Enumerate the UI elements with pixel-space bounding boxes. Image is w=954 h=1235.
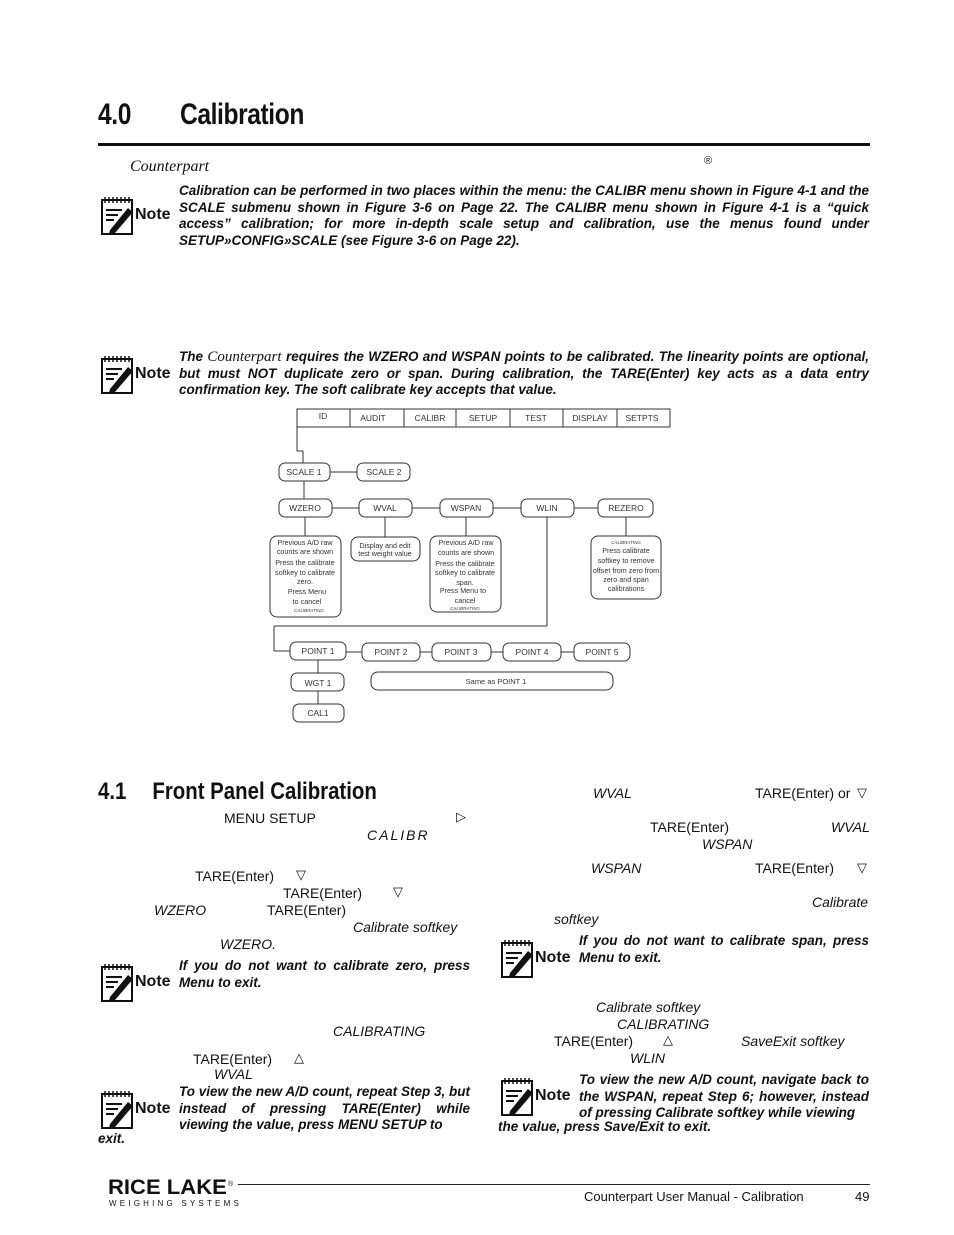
menu-audit: AUDIT bbox=[360, 413, 386, 423]
chapter-number: 4.0 bbox=[98, 98, 131, 131]
note-5-icon-wrap bbox=[500, 939, 574, 984]
left-wval: WVAL bbox=[214, 1066, 253, 1082]
note-1-label: Note bbox=[135, 206, 171, 223]
desc-wzero-line: softkey to calibrate bbox=[275, 568, 335, 577]
section-title: Front Panel Calibration bbox=[152, 778, 377, 805]
menu-calibr: CALIBR bbox=[414, 413, 446, 423]
right-calibrate-softkey: Calibrate softkey bbox=[596, 999, 701, 1015]
same-as-point-1: Same as POINT 1 bbox=[465, 677, 527, 686]
desc-wzero-line: Press Menu bbox=[287, 587, 327, 596]
right-tare-1: TARE(Enter) bbox=[755, 785, 835, 801]
desc-rezero-line: calibrations bbox=[607, 584, 645, 593]
param-wlin: WLIN bbox=[536, 503, 558, 513]
footer-page-number: 49 bbox=[855, 1189, 870, 1204]
note-5-text: If you do not want to calibrate span, press Menu to exit. bbox=[579, 933, 869, 965]
note-4-icon-wrap bbox=[100, 1090, 174, 1135]
intro-product: Counterpart bbox=[130, 158, 210, 175]
point-5: POINT 5 bbox=[585, 647, 619, 657]
right-calibrate: Calibrate bbox=[812, 894, 869, 910]
desc-wspan-line: cancel bbox=[454, 596, 476, 605]
menu-id: ID bbox=[318, 411, 328, 421]
desc-wzero-line: zero. bbox=[297, 577, 313, 586]
desc-wzero-calibrating: CALIBRATING bbox=[294, 608, 324, 613]
chapter-title: Calibration bbox=[180, 98, 304, 131]
triangle-up-icon: △ bbox=[663, 1032, 673, 1047]
menu-test: TEST bbox=[525, 413, 547, 423]
rice-lake-logo: RICE LAKE bbox=[108, 1176, 227, 1199]
desc-wzero-line: Press the calibrate bbox=[275, 558, 335, 567]
note-6-label: Note bbox=[535, 1087, 571, 1104]
note-6-text: To view the new A/D count, navigate back to the WSPAN, repeat Step 6; however, instead of pressing Calibrate softkey while viewing bbox=[579, 1072, 869, 1120]
desc-wspan-line: Previous A/D raw bbox=[438, 538, 494, 547]
right-wlin: WLIN bbox=[630, 1050, 665, 1066]
note-3-icon-wrap bbox=[100, 963, 174, 1008]
right-wval: WVAL bbox=[593, 785, 632, 801]
left-wzero-2: WZERO. bbox=[220, 936, 276, 952]
triangle-down-icon: ▽ bbox=[296, 867, 306, 882]
desc-rezero-line: Press calibrate bbox=[602, 546, 650, 555]
desc-rezero-line: zero and span bbox=[603, 575, 649, 584]
note-6-end: the value, press Save/Exit to exit. bbox=[498, 1119, 712, 1134]
note-3-text: If you do not want to calibrate zero, press Menu to exit. bbox=[179, 958, 470, 990]
right-wval-2: WVAL bbox=[831, 819, 870, 835]
right-tare-2: TARE(Enter) bbox=[650, 819, 730, 835]
note-4-text: To view the new A/D count, repeat Step 3, but instead of pressing TARE(Enter) while viewing the value, press MENU SETUP to bbox=[179, 1084, 470, 1132]
scale-1: SCALE 1 bbox=[286, 467, 322, 477]
desc-wval-line: test weight value bbox=[358, 549, 412, 558]
desc-rezero-line: offset from zero from bbox=[592, 566, 660, 575]
right-saveexit-softkey: SaveExit softkey bbox=[741, 1033, 845, 1049]
left-calibrate-softkey: Calibrate softkey bbox=[353, 919, 458, 935]
section-number: 4.1 bbox=[98, 778, 127, 805]
note-2-body: requires the WZERO and WSPAN points to be calibrated. The linearity points are optional, but must NOT duplicate zero or span. During calibration, the TARE(Enter) key acts as a data entry confirmation key. The soft calibrate key accepts that value. bbox=[179, 349, 869, 397]
desc-wspan-line: span. bbox=[456, 578, 474, 587]
triangle-down-icon: ▽ bbox=[857, 785, 867, 800]
left-tare-4: TARE(Enter) bbox=[193, 1051, 273, 1067]
triangle-down-icon: ▽ bbox=[857, 860, 867, 875]
right-wspan: WSPAN bbox=[702, 836, 753, 852]
footer-rule bbox=[238, 1184, 870, 1185]
left-tare-1: TARE(Enter) bbox=[195, 868, 275, 884]
right-softkey: softkey bbox=[554, 911, 599, 927]
section-heading bbox=[98, 778, 377, 806]
intro-registered: ® bbox=[704, 155, 713, 167]
right-or: or bbox=[838, 785, 851, 801]
desc-rezero-line: softkey to remove bbox=[597, 556, 655, 565]
desc-wspan-line: Press Menu to bbox=[439, 586, 487, 595]
note-6-icon-wrap bbox=[500, 1077, 574, 1122]
desc-wspan-line: softkey to calibrate bbox=[435, 568, 495, 577]
desc-wval-line: Display and edit bbox=[359, 541, 411, 550]
menu-setpts: SETPTS bbox=[625, 413, 659, 423]
point-2: POINT 2 bbox=[374, 647, 408, 657]
note-3-label: Note bbox=[135, 973, 171, 990]
right-tare-4: TARE(Enter) bbox=[554, 1033, 634, 1049]
left-menu-setup: MENU SETUP bbox=[224, 810, 316, 826]
scale-2: SCALE 2 bbox=[366, 467, 402, 477]
param-wspan: WSPAN bbox=[450, 503, 482, 513]
desc-rezero-calibrating: CALIBRATING bbox=[611, 540, 641, 545]
point-4: POINT 4 bbox=[515, 647, 549, 657]
desc-wspan-line: Press the calibrate bbox=[435, 559, 495, 568]
cal-1: CAL1 bbox=[307, 708, 329, 718]
left-calibrating: CALIBRATING bbox=[333, 1023, 426, 1039]
left-tare-3: TARE(Enter) bbox=[267, 902, 347, 918]
note-4-end: exit. bbox=[98, 1131, 126, 1146]
right-tare-3: TARE(Enter) bbox=[755, 860, 835, 876]
footer-manual-title: Counterpart User Manual - Calibration bbox=[584, 1189, 804, 1204]
note-5-label: Note bbox=[535, 949, 571, 966]
logo-registered: ® bbox=[228, 1181, 234, 1188]
param-wval: WVAL bbox=[373, 503, 397, 513]
left-calibr: CALIBR bbox=[367, 827, 430, 843]
note-1-text: Calibration can be performed in two places within the menu: the CALIBR menu shown in Figure 4-1 and the SCALE submenu shown in Figure 3-6 on Page 22. The CALIBR menu shown in Figure 4-1 is a “quick access” calibration; for more in-depth scale setup and calibration, use the menus found under SETUP»CONFIG»SCALE (see Figure 3-6 on Page 22). bbox=[179, 183, 869, 248]
note-2-the: The bbox=[179, 349, 204, 364]
param-rezero: REZERO bbox=[608, 503, 644, 513]
wgt-1: WGT 1 bbox=[304, 678, 332, 688]
desc-wspan-calibrating: CALIBRATING bbox=[450, 606, 480, 611]
triangle-right-icon: ▷ bbox=[456, 809, 466, 824]
point-1: POINT 1 bbox=[301, 646, 335, 656]
desc-wzero-line: counts are shown bbox=[276, 547, 334, 556]
right-calibrating: CALIBRATING bbox=[617, 1016, 710, 1032]
note-2-label: Note bbox=[135, 365, 171, 382]
triangle-up-icon: △ bbox=[294, 1050, 304, 1065]
desc-wspan-line: counts are shown bbox=[437, 548, 495, 557]
point-3: POINT 3 bbox=[444, 647, 478, 657]
desc-wzero-line: to cancel bbox=[292, 597, 322, 606]
menu-display: DISPLAY bbox=[572, 413, 608, 423]
note-4-label: Note bbox=[135, 1100, 171, 1117]
right-wspan-2: WSPAN bbox=[591, 860, 642, 876]
triangle-down-icon: ▽ bbox=[393, 884, 403, 899]
left-wzero: WZERO bbox=[154, 902, 207, 918]
left-tare-2: TARE(Enter) bbox=[283, 885, 363, 901]
note-2-product: Counterpart bbox=[207, 349, 282, 365]
param-wzero: WZERO bbox=[289, 503, 321, 513]
menu-setup: SETUP bbox=[468, 413, 498, 423]
rice-lake-logo-sub: WEIGHING SYSTEMS bbox=[109, 1199, 242, 1208]
desc-wzero-line: Previous A/D raw bbox=[277, 538, 333, 547]
